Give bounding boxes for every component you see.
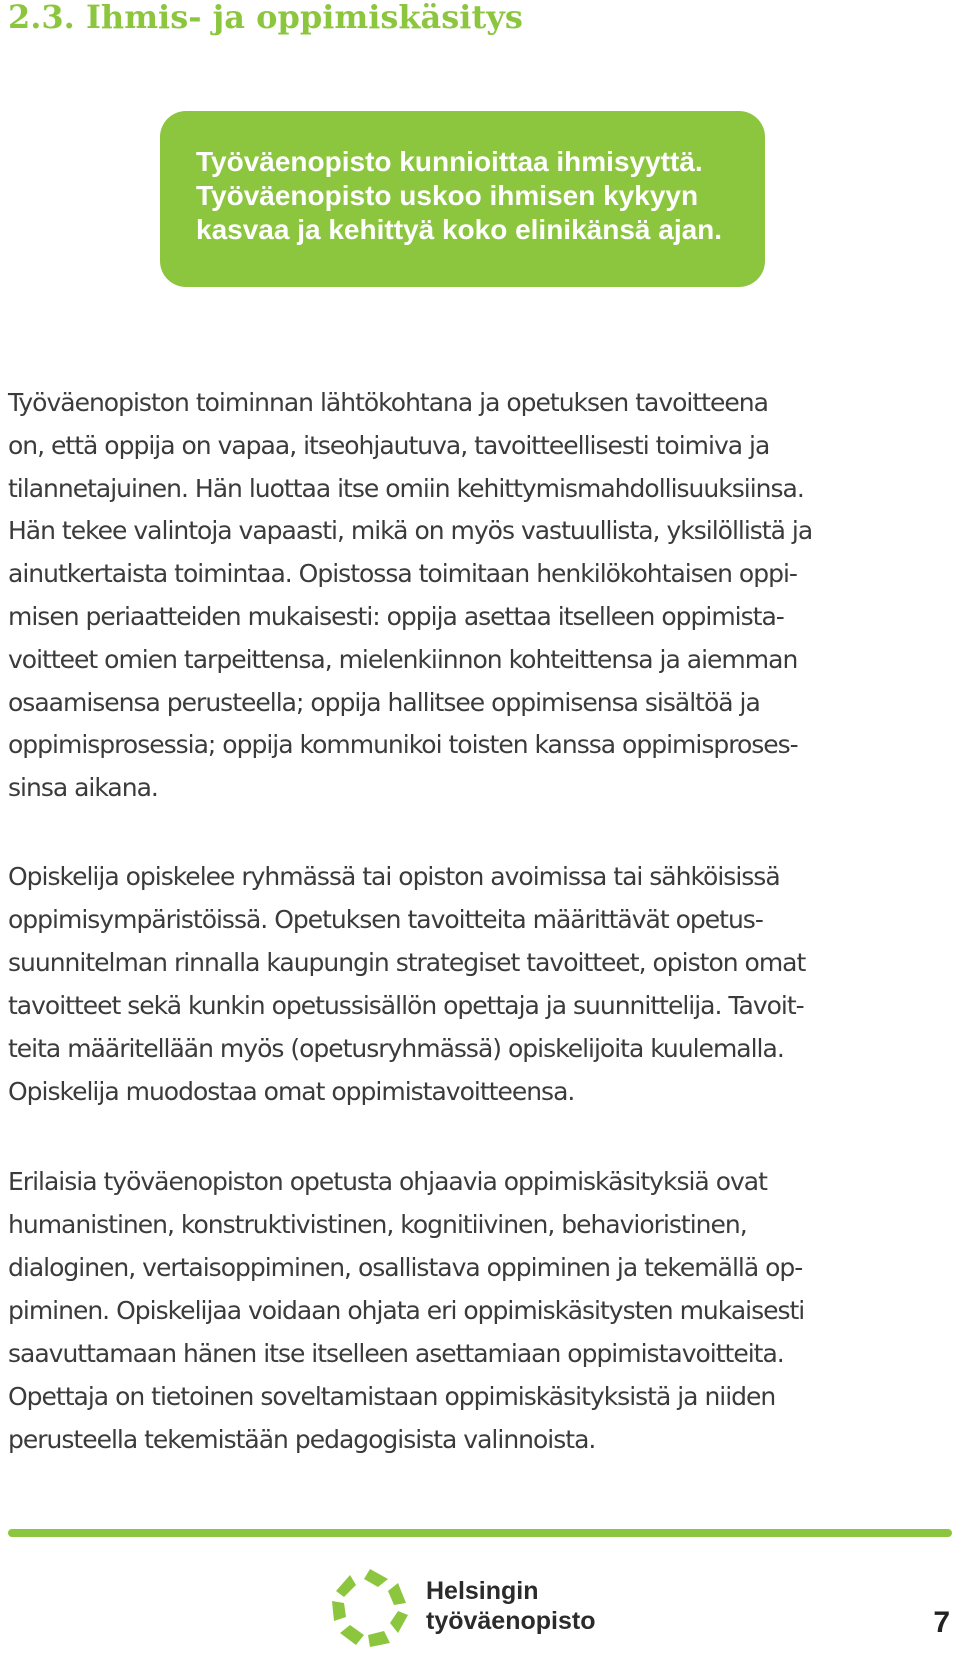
- paragraph-line: Opiskelija opiskelee ryhmässä tai opiston avoimissa tai sähköisissä: [8, 862, 780, 891]
- helsinki-wave-star-icon: [328, 1565, 412, 1649]
- page-number: 7: [933, 1606, 950, 1639]
- paragraph-line: perusteella tekemistään pedagogisista valinnoista.: [8, 1425, 596, 1454]
- callout-text: [196, 145, 756, 247]
- section-heading: 2.3. Ihmis- ja oppimiskäsitys: [8, 0, 523, 36]
- callout-line: kasvaa ja kehittyä koko elinikänsä ajan.: [196, 214, 723, 245]
- paragraph-line: Työväenopiston toiminnan lähtökohtana ja opetuksen tavoitteena: [8, 388, 768, 417]
- paragraph-line: humanistinen, konstruktivistinen, kognitiivinen, behavioristinen,: [8, 1210, 747, 1239]
- paragraph-line: piminen. Opiskelijaa voidaan ohjata eri oppimiskäsitysten mukaisesti: [8, 1296, 805, 1325]
- body-paragraph-1: [8, 382, 954, 810]
- paragraph-line: tilannetajuinen. Hän luottaa itse omiin kehittymismahdollisuuksiinsa.: [8, 473, 804, 503]
- paragraph-line: tavoitteet sekä kunkin opetussisällön opettaja ja suunnittelija. Tavoit-: [8, 991, 804, 1020]
- paragraph-line: voitteet omien tarpeittensa, mielenkiinnon kohteittensa ja aiemman: [8, 644, 798, 674]
- body-paragraph-3: [8, 1160, 954, 1461]
- body-paragraph-2: [8, 855, 954, 1113]
- paragraph-line: ainutkertaista toimintaa. Opistossa toimitaan henkilökohtaisen oppi-: [8, 559, 797, 589]
- footer-divider: [8, 1529, 952, 1537]
- paragraph-line: osaamisensa perusteella; oppija hallitsee oppimisensa sisältöä ja: [8, 687, 760, 717]
- institution-logo-text: [426, 1576, 595, 1636]
- paragraph-line: oppimisympäristöissä. Opetuksen tavoitteita määrittävät opetus-: [8, 905, 763, 934]
- paragraph-line: Opettaja on tietoinen soveltamistaan oppimiskäsityksistä ja niiden: [8, 1382, 776, 1411]
- paragraph-line: on, että oppija on vapaa, itseohjautuva, tavoitteellisesti toimiva ja: [8, 430, 770, 460]
- paragraph-line: Hän tekee valintoja vapaasti, mikä on myös vastuullista, yksilöllistä ja: [8, 516, 813, 546]
- paragraph-line: dialoginen, vertaisoppiminen, osallistava oppiminen ja tekemällä op-: [8, 1253, 803, 1282]
- logo-line-2: työväenopisto: [426, 1607, 596, 1635]
- callout-line: Työväenopisto kunnioittaa ihmisyyttä.: [196, 146, 703, 177]
- paragraph-line: sinsa aikana.: [8, 773, 158, 803]
- paragraph-line: suunnitelman rinnalla kaupungin strategiset tavoitteet, opiston omat: [8, 948, 806, 977]
- paragraph-line: teita määritellään myös (opetusryhmässä) opiskelijoita kuulemalla.: [8, 1034, 784, 1063]
- highlight-callout: [160, 111, 765, 287]
- paragraph-line: Opiskelija muodostaa omat oppimistavoitteensa.: [8, 1077, 575, 1106]
- paragraph-line: misen periaatteiden mukaisesti: oppija asettaa itselleen oppimista-: [8, 601, 784, 631]
- paragraph-line: saavuttamaan hänen itse itselleen asettamiaan oppimistavoitteita.: [8, 1339, 784, 1368]
- callout-line: Työväenopisto uskoo ihmisen kykyyn: [196, 180, 699, 211]
- paragraph-line: Erilaisia työväenopiston opetusta ohjaavia oppimiskäsityksiä ovat: [8, 1167, 767, 1196]
- paragraph-line: oppimisprosessia; oppija kommunikoi toisten kanssa oppimisproses-: [8, 730, 798, 760]
- logo-line-1: Helsingin: [426, 1577, 539, 1605]
